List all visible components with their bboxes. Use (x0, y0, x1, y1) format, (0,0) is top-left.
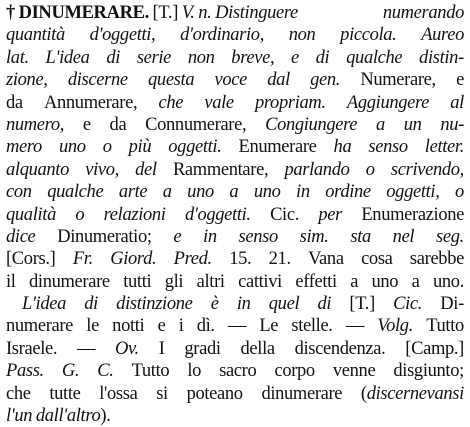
entry-line-10: qualità o relazioni d'oggetti. Cic. per Enumerazione (6, 204, 464, 225)
entry-line-16: Israele. — Ov. I gradi della discendenza. [Camp.] (6, 338, 464, 359)
entry-line-19: l'un dall'altro). (6, 406, 111, 427)
entry-line-15: numerare le notti e i dì. — Le stelle. — Volg. Tutto (6, 316, 464, 337)
entry-line-7: mero uno o più oggetti. Enumerare ha senso letter. (6, 137, 464, 158)
entry-line-6: numero, e da Connumerare, Congiungere a un nu- (6, 114, 464, 135)
entry-line-8: alquanto vivo, del Rammentare, parlando o scrivendo, (6, 159, 464, 180)
dictionary-entry (6, 2, 464, 427)
entry-line-9: con qualche arte a uno a uno in ordine oggetti, o (6, 182, 464, 203)
entry-line-1: † DINUMERARE. [T.] V. n. Distinguere numerando (6, 3, 464, 23)
entry-line-4: zione, discerne questa voce dal gen. Numerare, e (6, 70, 464, 91)
entry-line-3: lat. L'idea di serie non breve, e di qualche distin- (6, 47, 464, 68)
entry-line-14: L'idea di distinzione è in quel di [T.] Cic. Di- (22, 294, 464, 315)
entry-line-2: quantità d'oggetti, d'ordinario, non piccola. Aureo (6, 25, 464, 46)
entry-line-13: il dinumerare tutti gli altri cattivi effetti a uno a uno. (6, 271, 464, 292)
entry-line-17: Pass. G. C. Tutto lo sacro corpo venne disgiunto; (6, 361, 464, 382)
entry-line-12: [Cors.] Fr. Giord. Pred. 15. 21. Vana cosa sarebbe (6, 249, 464, 270)
entry-line-5: da Annumerare, che vale propriam. Aggiungere al (6, 92, 464, 113)
headword: † DINUMERARE. [T.] V. n. Distinguere (6, 3, 298, 23)
entry-line-11: dice Dinumeratio; e in senso sim. sta nel seg. (6, 226, 464, 247)
entry-line-18: che tutte l'ossa si poteano dinumerare (discernevansi (6, 383, 464, 404)
